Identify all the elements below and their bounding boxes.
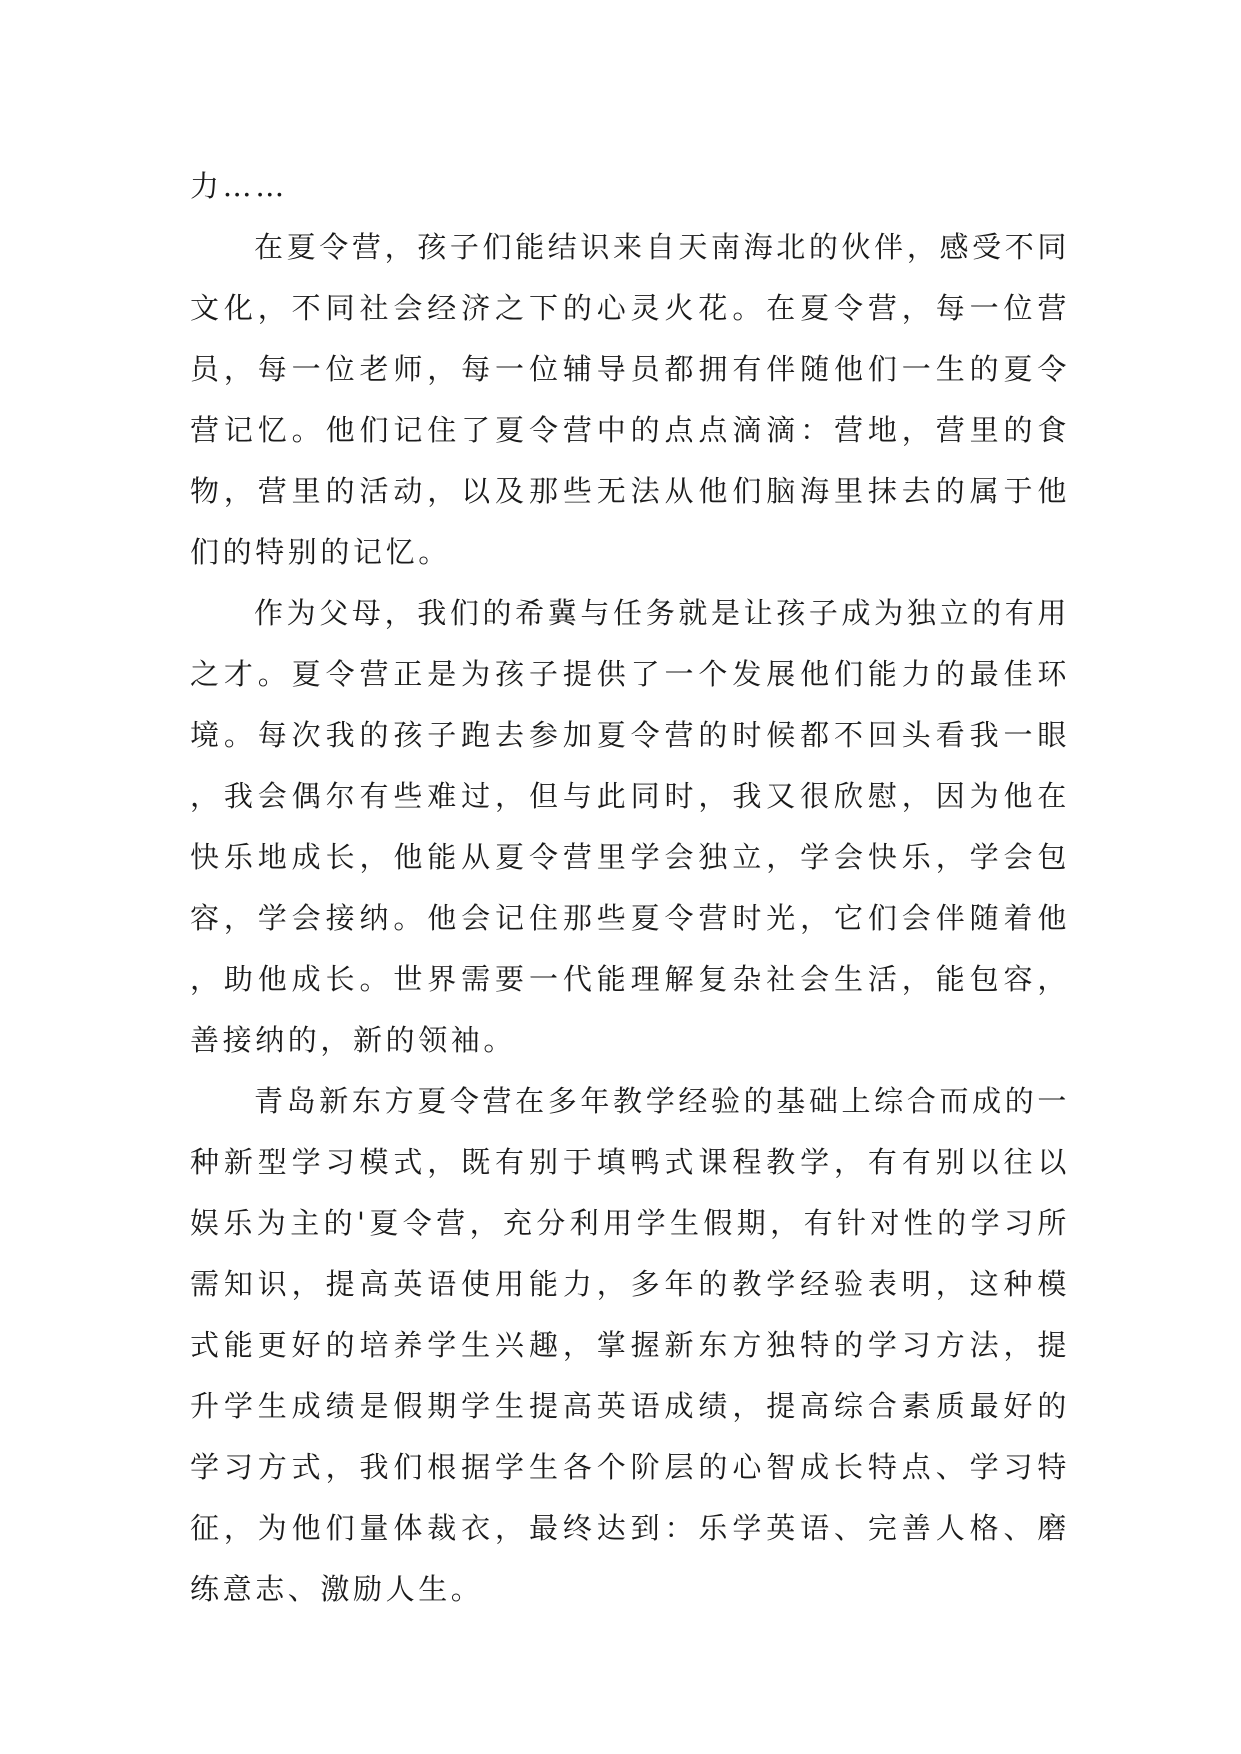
- paragraph-continued: 力……: [190, 169, 288, 203]
- document-body: [190, 156, 1070, 1620]
- paragraph-parents-hopes: 作为父母，我们的希冀与任务就是让孩子成为独立的有用之才。夏令营正是为孩子提供了一个发展他们能力的最佳环境。每次我的孩子跑去参加夏令营的时候都不回头看我一眼，我会偶尔有些难过，但与此同时，我又很欣慰，因为他在快乐地成长，他能从夏令营里学会独立，学会快乐，学会包容，学会接纳。他会记住那些夏令营时光，它们会伴随着他，助他成长。世界需要一代能理解复杂社会生活，能包容，善接纳的，新的领袖。: [190, 596, 1070, 1057]
- paragraph-new-oriental-camp: 青岛新东方夏令营在多年教学经验的基础上综合而成的一种新型学习模式，既有别于填鸭式课程教学，有有别以往以娱乐为主的'夏令营，充分利用学生假期，有针对性的学习所需知识，提高英语使用能力，多年的教学经验表明，这种模式能更好的培养学生兴趣，掌握新东方独特的学习方法，提升学生成绩是假期学生提高英语成绩，提高综合素质最好的学习方式，我们根据学生各个阶层的心智成长特点、学习特征，为他们量体裁衣，最终达到：乐学英语、完善人格、磨练意志、激励人生。: [190, 1084, 1070, 1606]
- paragraph-summer-camp-friends: 在夏令营，孩子们能结识来自天南海北的伙伴，感受不同文化，不同社会经济之下的心灵火花。在夏令营，每一位营员，每一位老师，每一位辅导员都拥有伴随他们一生的夏令营记忆。他们记住了夏令营中的点点滴滴：营地，营里的食物，营里的活动，以及那些无法从他们脑海里抹去的属于他们的特别的记忆。: [190, 230, 1070, 569]
